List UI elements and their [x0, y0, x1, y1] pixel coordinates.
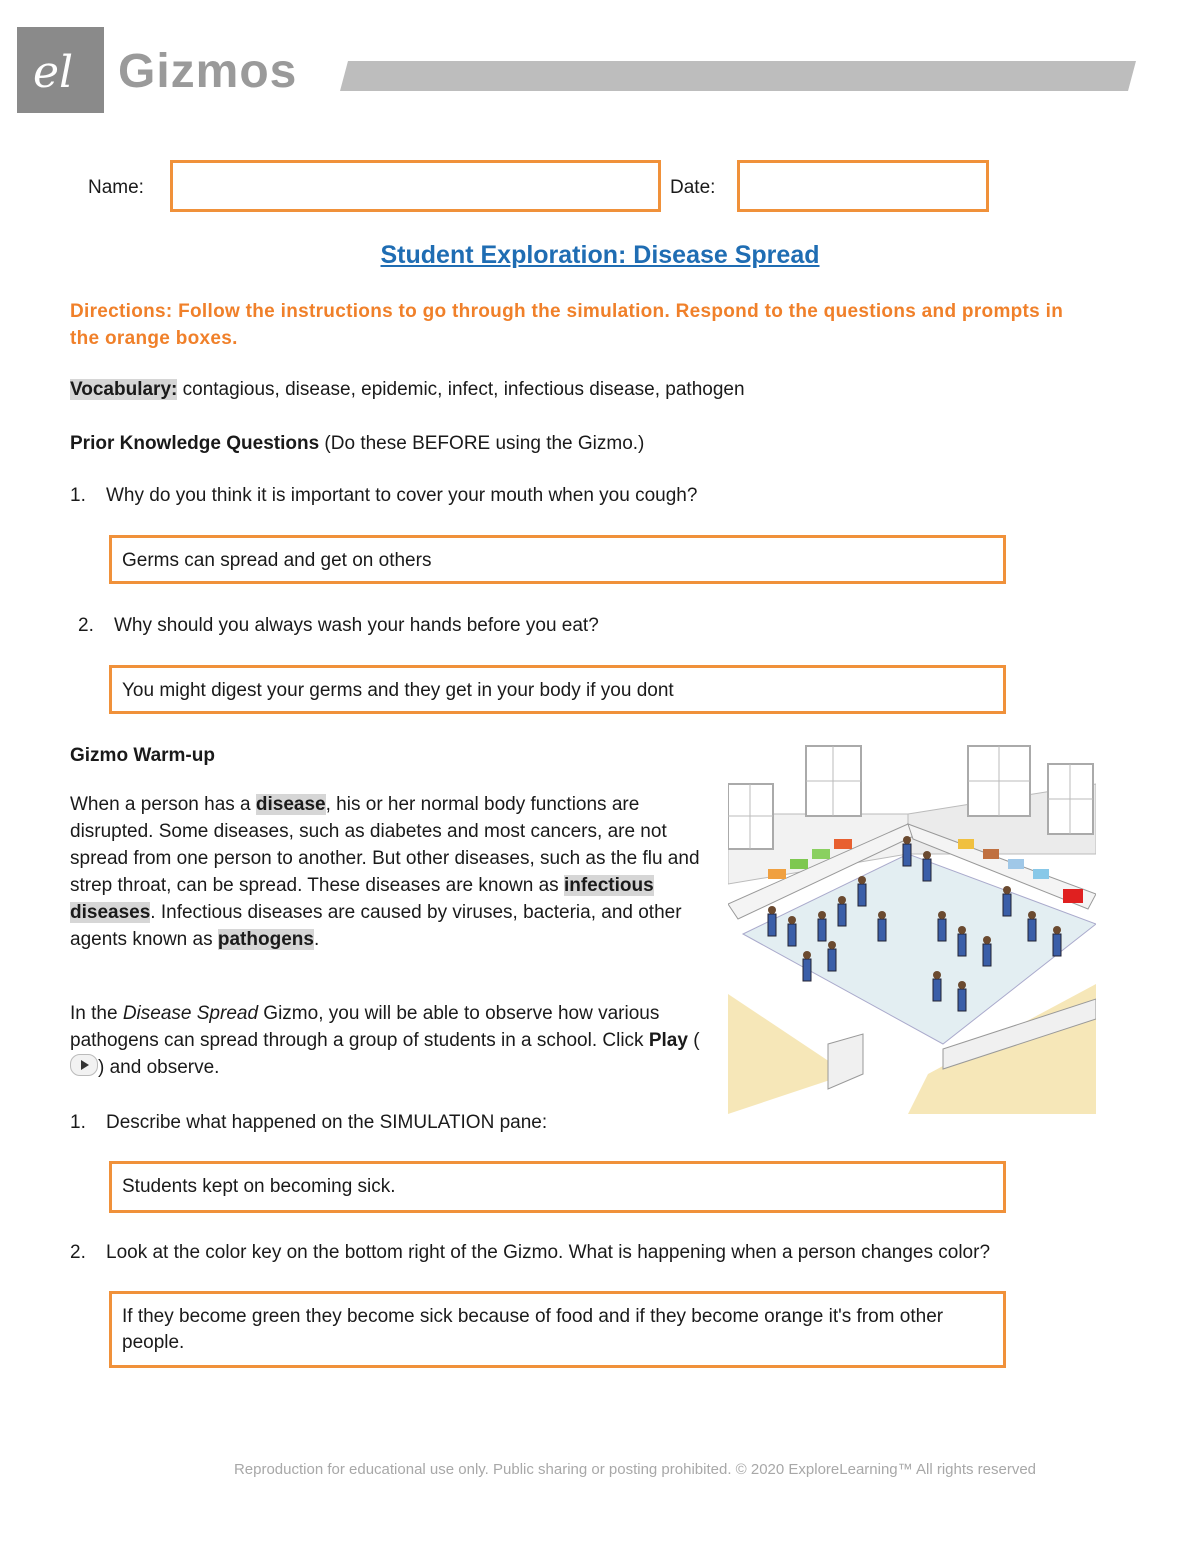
vocabulary-label: Vocabulary:	[70, 379, 178, 400]
name-field[interactable]	[170, 160, 661, 212]
play-word: Play	[648, 1030, 688, 1051]
text-run: .	[313, 929, 320, 950]
text-run: Gizmo, you will be able to observe how various pathogens can spread through a group of students in a school. Click	[70, 1003, 660, 1051]
question-text: Why do you think it is important to cover your mouth when you cough?	[106, 485, 698, 506]
warmup-paragraph-2	[70, 1000, 710, 1081]
warmup-heading: Gizmo Warm-up	[70, 745, 215, 766]
page-title: Student Exploration: Disease Spread	[380, 241, 820, 269]
term-disease: disease	[255, 794, 326, 815]
question-number: 1.	[70, 485, 86, 506]
term-pathogens: pathogens	[217, 929, 314, 950]
answer-box-1[interactable]: Germs can spread and get on others	[109, 535, 1006, 584]
answer-box-3[interactable]: Students kept on becoming sick.	[109, 1161, 1006, 1213]
gizmo-name: Disease Spread	[122, 1003, 259, 1024]
play-icon	[70, 1054, 98, 1076]
gizmos-logo	[17, 27, 104, 113]
name-label: Name:	[88, 177, 144, 198]
date-label: Date:	[670, 177, 716, 198]
answer-box-4[interactable]: If they become green they become sick because of food and if they become orange it's from other people.	[109, 1291, 1006, 1368]
warmup-question-2	[70, 1239, 1170, 1266]
header-bar	[340, 61, 1136, 91]
text-run: . Infectious diseases are caused by viruses, bacteria, and other agents known as	[70, 902, 682, 950]
question-number: 2.	[70, 1242, 86, 1263]
footer-copyright: Reproduction for educational use only. Public sharing or posting prohibited. © 2020 ExploreLearning™ All rights reserved	[233, 1461, 1037, 1478]
directions: Directions: Follow the instructions to go through the simulation. Respond to the questions and prompts in the orange boxes.	[70, 301, 1064, 349]
question-number: 1.	[70, 1112, 86, 1133]
text-run: In the	[70, 1003, 123, 1024]
svg-text:el: el	[33, 47, 74, 98]
vocabulary-line	[70, 376, 1120, 403]
question-text: Why should you always wash your hands before you eat?	[114, 615, 599, 636]
text-run: When a person has a	[70, 794, 256, 815]
prior-knowledge-note: (Do these BEFORE using the Gizmo.)	[319, 433, 645, 454]
warmup-paragraph-1	[70, 791, 710, 953]
question-text: Describe what happened on the SIMULATION pane:	[106, 1112, 548, 1133]
answer-box-2[interactable]: You might digest your germs and they get in your body if you dont	[109, 665, 1006, 714]
text-run: , his or her normal body functions are disrupted. Some diseases, such as diabetes and most cancers, are not spread from one person to another. But other diseases, such as the flu and strep throat, can be spread. These diseases are known as	[70, 794, 700, 896]
warmup-question-1	[70, 1109, 1120, 1136]
question-2	[78, 612, 1128, 639]
question-1	[70, 482, 1120, 509]
text-run: (	[687, 1030, 700, 1051]
date-field[interactable]	[737, 160, 989, 212]
term-infectious-diseases: infectious diseases	[70, 875, 654, 923]
logo-icon	[17, 27, 104, 113]
question-text: Look at the color key on the bottom right of the Gizmo. What is happening when a person changes color?	[106, 1242, 991, 1263]
brand-name: Gizmos	[118, 45, 298, 98]
vocabulary-terms: contagious, disease, epidemic, infect, infectious disease, pathogen	[177, 379, 745, 400]
text-run: ) and observe.	[98, 1057, 220, 1078]
cafeteria-simulation-image	[728, 744, 1096, 1114]
prior-knowledge-title: Prior Knowledge Questions	[70, 433, 320, 454]
prior-knowledge-heading	[70, 430, 1120, 457]
question-number: 2.	[78, 615, 94, 636]
